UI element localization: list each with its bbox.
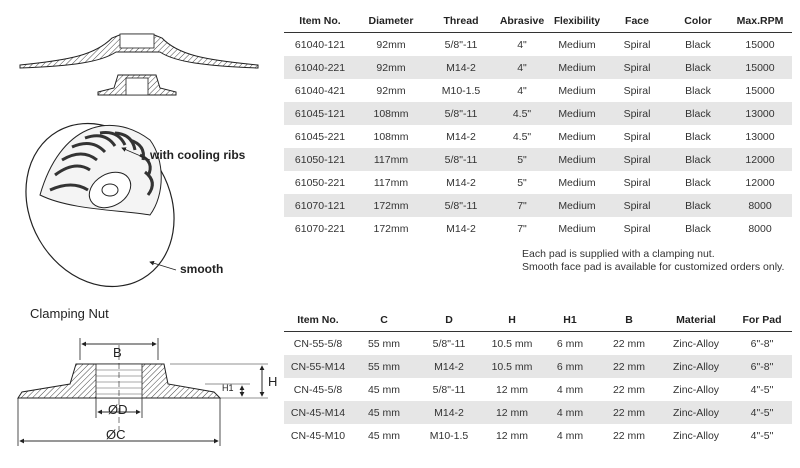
table-cell: 61070-121 (284, 194, 356, 217)
table-cell: 45 mm (367, 429, 401, 442)
table-cell: CN-45-5/8 (293, 383, 343, 396)
table-cell: 61050-121 (284, 148, 356, 171)
table-cell: 61040-421 (294, 84, 346, 97)
col-diameter: Diameter (356, 10, 426, 33)
table-cell: M10-1.5 (429, 429, 469, 442)
table-row (284, 424, 792, 447)
table-cell: Medium (558, 222, 596, 235)
table-cell: M10-1.5 (441, 84, 481, 97)
col-abrasive: Abrasive (496, 10, 548, 33)
table-cell: Spiral (606, 148, 668, 171)
pad-3d-view (0, 96, 203, 313)
table-cell: Spiral (623, 176, 651, 189)
table-cell: 61040-121 (294, 38, 346, 51)
table-cell: 4" (496, 56, 548, 79)
table-cell: 5/8"-11 (432, 383, 466, 396)
table-row (284, 79, 792, 102)
table-cell: Medium (548, 194, 606, 217)
notes (522, 248, 784, 274)
table-cell: Medium (558, 130, 596, 143)
table-row (284, 33, 792, 57)
note-line-2: Smooth face pad is available for customized orders only. (522, 261, 785, 273)
table-cell: 12000 (745, 176, 775, 189)
table-cell: Medium (558, 176, 596, 189)
table-cell: 108mm (356, 102, 426, 125)
table-cell: 10.5 mm (482, 355, 542, 378)
table-cell: 12 mm (495, 429, 529, 442)
table-cell: 22 mm (612, 337, 646, 350)
clamping-nut-title: Clamping Nut (30, 306, 109, 321)
table-cell: 61070-221 (294, 222, 346, 235)
pads-spec-table (284, 10, 792, 240)
table-cell: 5" (517, 176, 527, 189)
table-cell: Spiral (623, 130, 651, 143)
table-cell: Black (668, 148, 728, 171)
table-cell: 55 mm (367, 337, 401, 350)
pad-cross-section (20, 34, 258, 95)
ribs-label: with cooling ribs (150, 148, 246, 162)
col-b: B (598, 309, 660, 332)
table-cell: Spiral (606, 194, 668, 217)
dim-d-label: ØD (108, 402, 128, 417)
table-row (284, 355, 792, 378)
table-cell: Medium (548, 56, 606, 79)
table-cell: 22 mm (598, 355, 660, 378)
table-cell: Black (685, 176, 711, 189)
col-d: D (416, 309, 482, 332)
col-material: Material (660, 309, 732, 332)
table-cell: 22 mm (612, 429, 646, 442)
table-cell: Zinc-Alloy (660, 401, 732, 424)
table-row (284, 332, 792, 356)
table-cell: 7" (517, 222, 527, 235)
table-cell: 6 mm (542, 355, 598, 378)
col-item-no: Item No. (284, 309, 352, 332)
note-line-1: Each pad is supplied with a clamping nut. (522, 248, 715, 260)
pads-header-row (284, 10, 792, 33)
dim-b-label: B (113, 345, 122, 360)
dim-c-label: ØC (106, 427, 126, 442)
table-row (284, 194, 792, 217)
nut-header-row (284, 309, 792, 332)
table-cell: M14-2 (446, 222, 476, 235)
table-row (284, 378, 792, 401)
product-drawings (0, 0, 290, 468)
table-cell: Zinc-Alloy (660, 355, 732, 378)
table-cell: 22 mm (598, 401, 660, 424)
col-h1: H1 (542, 309, 598, 332)
table-cell: 45 mm (367, 383, 401, 396)
table-cell: Black (668, 102, 728, 125)
table-cell: 6 mm (556, 337, 584, 350)
table-cell: 4.5" (496, 102, 548, 125)
table-cell: Black (685, 222, 711, 235)
table-cell: Zinc-Alloy (672, 337, 720, 350)
table-cell: 4" (517, 84, 527, 97)
table-cell: 12 mm (495, 383, 529, 396)
col-flexibility: Flexibility (548, 10, 606, 33)
table-cell: 5/8"-11 (426, 148, 496, 171)
table-cell: M14-2 (416, 355, 482, 378)
table-cell: 13000 (745, 130, 775, 143)
table-cell: 7" (496, 194, 548, 217)
table-cell: 4"-5" (750, 429, 774, 442)
table-cell: 15000 (745, 84, 775, 97)
table-cell: 22 mm (612, 383, 646, 396)
table-cell: 92mm (356, 56, 426, 79)
table-cell: 117mm (356, 148, 426, 171)
table-cell: 15000 (745, 38, 775, 51)
table-row (284, 171, 792, 194)
table-cell: Spiral (606, 102, 668, 125)
table-cell: 172mm (356, 194, 426, 217)
table-cell: Spiral (623, 84, 651, 97)
table-cell: 92mm (376, 38, 406, 51)
table-cell: 61050-221 (294, 176, 346, 189)
table-cell: 4 mm (556, 429, 584, 442)
table-cell: 8000 (748, 222, 772, 235)
table-cell: M14-2 (416, 401, 482, 424)
table-cell: 4"-5" (732, 401, 792, 424)
table-cell: Black (685, 130, 711, 143)
table-cell: M14-2 (446, 176, 476, 189)
table-cell: 12 mm (482, 401, 542, 424)
table-row (284, 56, 792, 79)
table-cell: Black (685, 84, 711, 97)
col-face: Face (606, 10, 668, 33)
table-cell: Black (685, 38, 711, 51)
table-cell: 4" (517, 38, 527, 51)
table-cell: 6"-8" (732, 355, 792, 378)
table-cell: 92mm (376, 84, 406, 97)
table-cell: 5/8"-11 (444, 38, 478, 51)
dim-h1-label: H1 (222, 383, 234, 393)
table-cell: 61045-221 (294, 130, 346, 143)
table-cell: Zinc-Alloy (672, 383, 720, 396)
table-cell: 15000 (728, 56, 792, 79)
table-cell: 10.5 mm (491, 337, 533, 350)
col-color: Color (668, 10, 728, 33)
col-h: H (482, 309, 542, 332)
table-cell: 4"-5" (750, 383, 774, 396)
table-row (284, 125, 792, 148)
table-cell: Black (668, 56, 728, 79)
table-cell: 5" (496, 148, 548, 171)
table-cell: 61040-221 (284, 56, 356, 79)
table-cell: Medium (558, 84, 596, 97)
table-cell: Black (668, 194, 728, 217)
table-cell: 4.5" (512, 130, 532, 143)
table-row (284, 401, 792, 424)
table-row (284, 148, 792, 171)
table-cell: 4 mm (542, 401, 598, 424)
table-cell: 4 mm (556, 383, 584, 396)
table-cell: 108mm (373, 130, 409, 143)
table-cell: CN-55-5/8 (293, 337, 343, 350)
col-for-pad: For Pad (732, 309, 792, 332)
table-cell: Zinc-Alloy (672, 429, 720, 442)
table-cell: M14-2 (426, 56, 496, 79)
table-cell: Medium (548, 102, 606, 125)
table-cell: 117mm (373, 176, 409, 189)
table-cell: 13000 (728, 102, 792, 125)
table-cell: 55 mm (352, 355, 416, 378)
smooth-label: smooth (180, 262, 224, 276)
col-c: C (352, 309, 416, 332)
table-cell: 5/8"-11 (426, 102, 496, 125)
table-row (284, 217, 792, 240)
clamping-nut-table (284, 309, 792, 447)
table-cell: CN-45-M14 (284, 401, 352, 424)
table-cell: 8000 (728, 194, 792, 217)
table-cell: CN-45-M10 (290, 429, 346, 442)
col-item-no: Item No. (284, 10, 356, 33)
col-thread: Thread (426, 10, 496, 33)
table-cell: 61045-121 (284, 102, 356, 125)
table-cell: Medium (558, 38, 596, 51)
table-row (284, 102, 792, 125)
col-max-rpm: Max.RPM (728, 10, 792, 33)
table-cell: 6"-8" (750, 337, 774, 350)
table-cell: CN-55-M14 (284, 355, 352, 378)
table-cell: 45 mm (352, 401, 416, 424)
table-cell: 12000 (728, 148, 792, 171)
table-cell: 172mm (373, 222, 409, 235)
table-cell: 5/8"-11 (432, 337, 466, 350)
table-cell: Medium (548, 148, 606, 171)
table-cell: Spiral (606, 56, 668, 79)
table-cell: Spiral (623, 222, 651, 235)
dim-h-label: H (268, 374, 278, 389)
table-cell: Spiral (623, 38, 651, 51)
table-cell: M14-2 (446, 130, 476, 143)
table-cell: 5/8"-11 (426, 194, 496, 217)
